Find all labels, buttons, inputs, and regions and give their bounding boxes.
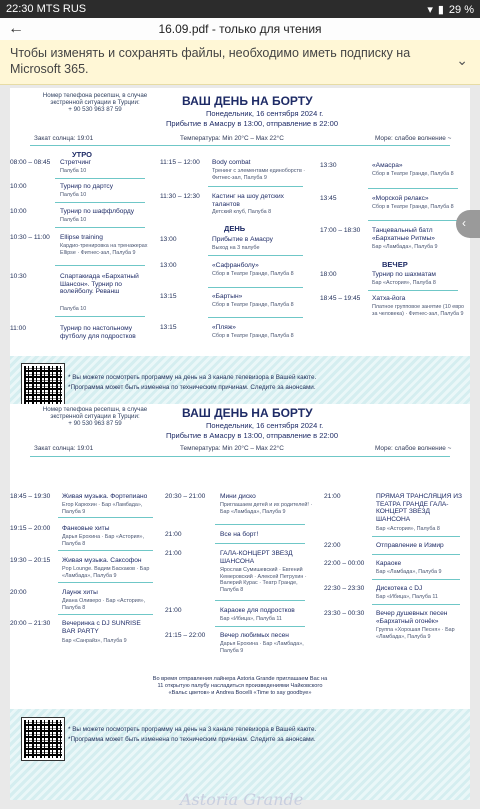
battery-icon: ▮ — [437, 4, 444, 16]
temperature: Температура: Min 20°C – Max 22°C — [180, 135, 284, 142]
status-bar — [0, 0, 480, 18]
sunset: Закат солнца: 19:01 — [34, 135, 94, 142]
footnote-tv: * Вы можете посмотреть программу на день на 3 канале телевизора в Вашей каюте. — [68, 726, 317, 733]
sea-state: Море: слабое волнение ~ — [375, 445, 452, 452]
page-date: Понедельник, 16 сентября 2024 г. — [206, 109, 324, 118]
section-evening: ВЕЧЕР — [382, 260, 408, 269]
document-title: 16.09.pdf - только для чтения — [158, 22, 322, 36]
chevron-left-icon: ‹ — [462, 216, 466, 230]
page-scroll-handle[interactable] — [456, 210, 480, 238]
divider — [30, 145, 450, 146]
section-day: ДЕНЬ — [224, 224, 246, 233]
page-date: Понедельник, 16 сентября 2024 г. — [206, 421, 324, 430]
subscription-notice[interactable] — [0, 40, 480, 85]
temperature: Температура: Min 20°C – Max 22°C — [180, 445, 284, 452]
reception-phone: Номер телефона ресепшн, в случае экстренной ситуации в Турции: + 90 530 963 87 59 — [42, 406, 148, 427]
footnote-changes: *Программа может быть изменена по техническим причинам. Следите за анонсами. — [68, 736, 316, 743]
pdf-page-2: Номер телефона ресепшн, в случае экстренной ситуации в Турции: + 90 530 963 87 59 ВАШ ДЕНЬ НА БОРТУ Понедельник, 16 сентября 2024 г. Прибытие в Амасру в 13:00, отправление в 22:00 Закат солнца: 19:01 Температура: Min 20°C – Max 22°C Море: слабое волнение ~ 18:45 – 19:30 Живая музыка. Фортепиано Егор Карюхин · Бар «Ламбада», Палуба 9 19:15 – 20:00 Фанковые хиты Дарья Ерохина · Бар «Астория», Палуба 8 19:30 – 20:15 Живая музыка. Саксофон Pop Lounge. Вадим Баскаков · Бар «Ламбада», Палуба 9 20:00 Лаунж хиты Диана Оливеро · Бар «Астория», Палуба 8 20:00 – 21:30 Вечеринка с DJ SUNRISE BAR PARTY Бар «Санрайз», Палуба 9 20:30 – 21:00 Мини диско Приглашаем детей и их родителей! · Бар «Ламбада», Палуба 9 21:00 Все на борт! 21:00 ГАЛА-КОНЦЕРТ ЗВЕЗД ШАНСОНА Ярослав Сумишевский · Евгений Кемеровский · Алексей Петрухин · Валерий Курас · Театр Гранде, Палуба 8 21:00 Караоке для подростков Бар «Ибица», Палуба 11 21:15 – 22:00 Вечер любимых песен Дарья Ерохина · Бар «Ламбада», Палуба 9 21:00 ПРЯМАЯ ТРАНСЛЯЦИЯ ИЗ ТЕАТРА ГРАНДЕ ГАЛА-КОНЦЕРТ ЗВЕЗД ШАНСОНА Бар «Астория», Палуба 8 22:00 Отправление в Измир 22:00 – 00:00 Караоке Бар «Ламбада», Палуба 9 22:30 – 23:30 Дискотека с DJ Бар «Ибица», Палуба 11 23:30 – 00:30 Вечер душевных песен «Бархатный огонёк» Группа «Хорошая Песня» · Бар «Ламбада», Палуба 9 Во время отправления лайнера Astoria Grande приглашаем Вас на 11 открытую палубу насладиться произведениями Чайковского «Вальс цветов» и Andrea Bocelli «Time to say goodbye» * Вы можете посмотреть программу на день на 3 канале телевизора в Вашей каюте. *Программа может быть изменена по техническим причинам. Следите за анонсами. Astoria Grande — [10, 404, 470, 800]
app-toolbar — [0, 18, 480, 41]
sea-state: Море: слабое волнение ~ — [375, 135, 452, 142]
footnote-tv: * Вы можете посмотреть программу на день на 3 канале телевизора в Вашей каюте. — [68, 374, 317, 381]
status-time: 22:30 MTS RUS — [6, 3, 87, 15]
divider — [30, 456, 450, 457]
arrival-info: Прибытие в Амасру в 13:00, отправление в 22:00 — [166, 119, 339, 128]
wave-decoration — [10, 709, 470, 800]
qr-code — [22, 718, 64, 760]
status-right: ▾ ▮ 29 % — [427, 3, 474, 16]
page-title: ВАШ ДЕНЬ НА БОРТУ — [182, 406, 313, 420]
reception-phone: Номер телефона ресепшн, в случае экстренной ситуации в Турции: + 90 530 963 87 59 — [42, 92, 148, 113]
pdf-page-1: Номер телефона ресепшн, в случае экстренной ситуации в Турции: + 90 530 963 87 59 ВАШ ДЕНЬ НА БОРТУ Понедельник, 16 сентября 2024 г. Прибытие в Амасру в 13:00, отправление в 22:00 Закат солнца: 19:01 Температура: Min 20°C – Max 22°C Море: слабое волнение ~ УТРО ДЕНЬ ВЕЧЕР 08:00 – 08:45 Стретчинг Палуба 10 10:00 Турнир по дартсу Палуба 10 10:00 Турнир по шаффлборду Палуба 10 10:30 – 11:00 Ellipse training Кардио-тренировка на тренажерах Ellipse · Фитнес-зал, Палуба 9 10:30 Спартакиада «Бархатный Шансон». Турнир по волейболу. Реванш Палуба 10 11:00 Турнир по настольному футболу для подростков 11:15 – 12:00 Body combat Тренинг с элементами единоборств · Фитнес-зал, Палуба 9 11:30 – 12:30 Кастинг на шоу детских талантов Детский клуб, Палуба 8 13:00 Прибытие в Амасру Выход на 3 палубе 13:00 «Сафранболу» Сбор в Театре Гранде, Палуба 8 13:15 «Бартын» Сбор в Театре Гранде, Палуба 8 13:15 «Пляж» Сбор в Театре Гранде, Палуба 8 13:30 «Амасра» Сбор в Театре Гранде, Палуба 8 13:45 «Морской релакс» Сбор в Театре Гранде, Палуба 8 17:00 – 18:30 Танцевальный батл «Бархатные Ритмы» Бар «Ламбада», Палуба 9 18:00 Турнир по шахматам Бар «Астория», Палуба 8 18:45 – 19:45 Хатха-йога Платное групповое занятие (10 евро за человека) · Фитнес-зал, Палуба 9 * Вы можете посмотреть программу на день на 3 канале телевизора в Вашей каюте. *Программа может быть изменена по техническим причинам. Следите за анонсами. — [10, 88, 470, 406]
astoria-grande-logo: Astoria Grande — [180, 790, 304, 809]
footnote-changes: *Программа может быть изменена по техническим причинам. Следите за анонсами. — [68, 384, 316, 391]
section-morning: УТРО — [72, 150, 92, 159]
qr-code — [22, 364, 64, 406]
sunset: Закат солнца: 19:01 — [34, 445, 94, 452]
notice-text: Чтобы изменять и сохранять файлы, необходимо иметь подписку на Microsoft 365. — [10, 46, 411, 76]
departure-invitation: Во время отправления лайнера Astoria Grande приглашаем Вас на 11 открытую палубу насладиться произведениями Чайковского «Вальс цветов» и Andrea Bocelli «Time to say goodbye» — [152, 676, 328, 696]
back-arrow-icon[interactable]: ← — [8, 20, 24, 37]
page-title: ВАШ ДЕНЬ НА БОРТУ — [182, 94, 313, 108]
arrival-info: Прибытие в Амасру в 13:00, отправление в 22:00 — [166, 431, 339, 440]
chevron-down-icon[interactable]: ⌄ — [456, 52, 468, 68]
wifi-icon: ▾ — [427, 4, 433, 16]
